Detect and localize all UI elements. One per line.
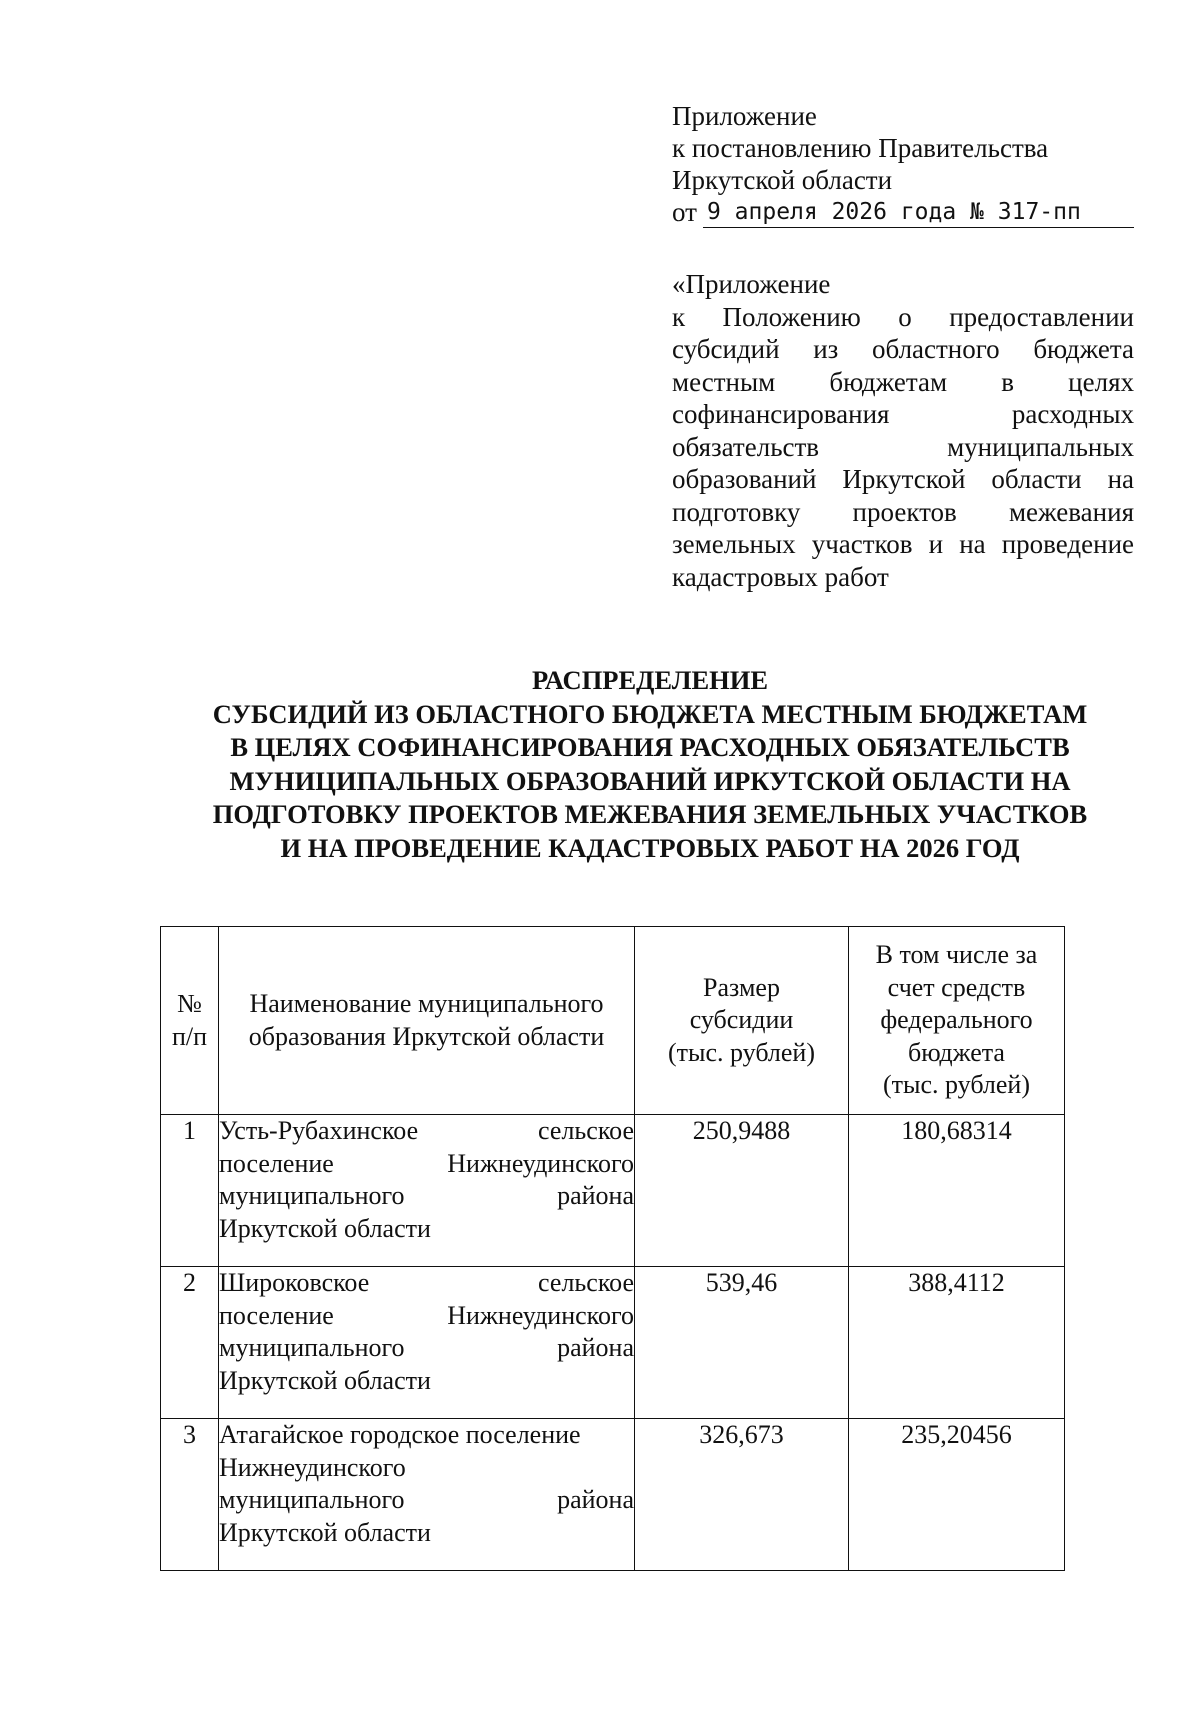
table-row: [161, 1419, 1065, 1571]
cell-subsidy: 539,46: [635, 1267, 849, 1419]
table-row: [161, 1115, 1065, 1267]
annex-line: земельных участков и на проведение: [672, 529, 1134, 559]
annex-line: к Положению о предоставлении: [672, 301, 1134, 332]
date-prefix: от: [672, 197, 697, 227]
annex-line: кадастровых работ: [672, 561, 889, 592]
cell-subsidy: 326,673: [635, 1419, 849, 1571]
annex-header: [672, 268, 1134, 593]
resolution-header: [672, 100, 1134, 228]
table-row: [161, 1267, 1065, 1419]
title-line: РАСПРЕДЕЛЕНИЕ: [531, 665, 769, 695]
cell-num: 3: [161, 1419, 219, 1571]
annex-line: субсидий из областного бюджета: [672, 334, 1134, 364]
annex-line: местным бюджетам в целях: [672, 366, 1134, 397]
annex-line: подготовку проектов межевания: [672, 496, 1134, 527]
cell-name: Усть-Рубахинское сельское поселение Нижнеудинского муниципального района Иркутской области: [219, 1115, 635, 1267]
cell-federal: 235,20456: [849, 1419, 1065, 1571]
annex-line: образований Иркутской области на: [672, 464, 1134, 494]
table-header-row: [161, 927, 1065, 1115]
annex-line: «Приложение: [672, 269, 831, 299]
document-title: [150, 664, 1150, 865]
cell-subsidy: 250,9488: [635, 1115, 849, 1267]
header-line: Иркутской области: [672, 165, 893, 195]
title-line: МУНИЦИПАЛЬНЫХ ОБРАЗОВАНИЙ ИРКУТСКОЙ ОБЛАСТИ НА: [229, 765, 1071, 796]
date-value: 9 апреля 2026 года № 317-пп: [703, 197, 1134, 228]
title-line: ПОДГОТОВКУ ПРОЕКТОВ МЕЖЕВАНИЯ ЗЕМЕЛЬНЫХ УЧАСТКОВ: [212, 799, 1088, 829]
header-line: к постановлению Правительства: [672, 133, 1049, 163]
column-header-federal: В том числе за счет средств федерального бюджета (тыс. рублей): [849, 927, 1065, 1115]
column-header-subsidy: Размер субсидии (тыс. рублей): [635, 927, 849, 1115]
title-line: И НА ПРОВЕДЕНИЕ КАДАСТРОВЫХ РАБОТ НА 2026 ГОД: [280, 832, 1020, 863]
annex-line: обязательств муниципальных: [672, 431, 1134, 462]
cell-num: 1: [161, 1115, 219, 1267]
cell-name: Атагайское городское поселение Нижнеудинского муниципального района Иркутской области: [219, 1419, 635, 1571]
cell-name: Широковское сельское поселение Нижнеудинского муниципального района Иркутской области: [219, 1267, 635, 1419]
column-header-name: Наименование муниципального образования Иркутской области: [219, 927, 635, 1115]
header-date-line: [672, 196, 1134, 228]
cell-federal: 388,4112: [849, 1267, 1065, 1419]
column-header-num: № п/п: [161, 927, 219, 1115]
distribution-table: [160, 926, 1065, 1571]
header-line: Приложение: [672, 101, 817, 131]
cell-num: 2: [161, 1267, 219, 1419]
title-line: В ЦЕЛЯХ СОФИНАНСИРОВАНИЯ РАСХОДНЫХ ОБЯЗАТЕЛЬСТВ: [230, 732, 1070, 762]
title-line: СУБСИДИЙ ИЗ ОБЛАСТНОГО БЮДЖЕТА МЕСТНЫМ БЮДЖЕТАМ: [212, 698, 1088, 729]
cell-federal: 180,68314: [849, 1115, 1065, 1267]
annex-line: софинансирования расходных: [672, 399, 1134, 429]
